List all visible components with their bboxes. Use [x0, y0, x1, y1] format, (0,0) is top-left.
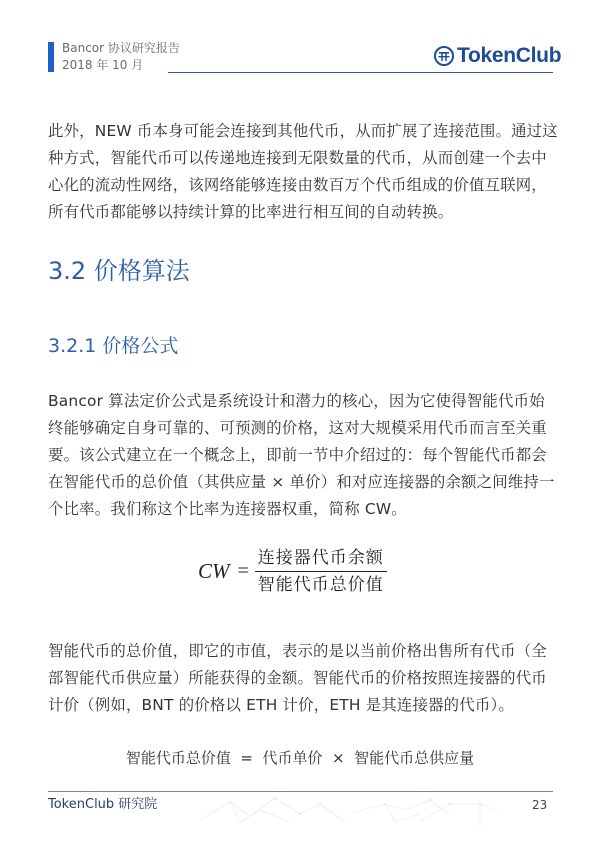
tokenclub-logo-icon [434, 46, 454, 66]
report-date: 2018 年 10 月 [62, 58, 144, 72]
footer-brand: TokenClub 研究院 [48, 797, 158, 812]
report-title: Bancor 协议研究报告 [62, 41, 180, 55]
formula-fraction [255, 546, 387, 597]
network-decoration-icon [180, 792, 500, 832]
section-heading: 3.2 价格算法 [48, 257, 190, 285]
header-rule [168, 72, 553, 73]
total-value-equation: 智能代币总价值 = 代币单价 × 智能代币总供应量 [125, 749, 475, 767]
cw-formula [198, 546, 387, 597]
fraction-bar [255, 571, 387, 572]
formula-numerator: 连接器代币余额 [257, 548, 384, 568]
header-accent-bar [48, 42, 54, 72]
formula-lhs: CW [198, 559, 230, 583]
formula-equals: = [237, 560, 249, 582]
subsection-heading: 3.2.1 价格公式 [48, 335, 179, 357]
formula-denominator: 智能代币总价值 [257, 575, 384, 595]
paragraph-total-value: 智能代币的总价值，即它的市值，表示的是以当前价格出售所有代币（全部智能代币供应量）所能获得的金额。智能代币的价格按照连接器的代币计价（例如，BNT 的价格以 ETH 计价，ETH 是其连接器的代币）。 [48, 642, 547, 714]
page-number: 23 [532, 798, 548, 812]
logo-text: TokenClub [457, 44, 562, 67]
paragraph-pricing-formula: Bancor 算法定价公式是系统设计和潜力的核心，因为它使得智能代币始终能够确定自身可靠的、可预测的价格，这对大规模采用代币而言至关重要。该公式建立在一个概念上，即前一节中介绍过的：每个智能代币都会在智能代币的总价值（其供应量 × 单价）和对应连接器的余额之间维持一个比率。我们称这个比率为连接器权重，简称 CW。 [48, 392, 555, 518]
tokenclub-logo [434, 44, 561, 68]
paragraph-network: 此外，NEW 币本身可能会连接到其他代币，从而扩展了连接范围。通过这种方式，智能代币可以传递地连接到无限数量的代币，从而创建一个去中心化的流动性网络，该网络能够连接由数百万个代币组成的价值互联网，所有代币都能够以持续计算的比率进行相互间的自动转换。 [48, 122, 558, 221]
